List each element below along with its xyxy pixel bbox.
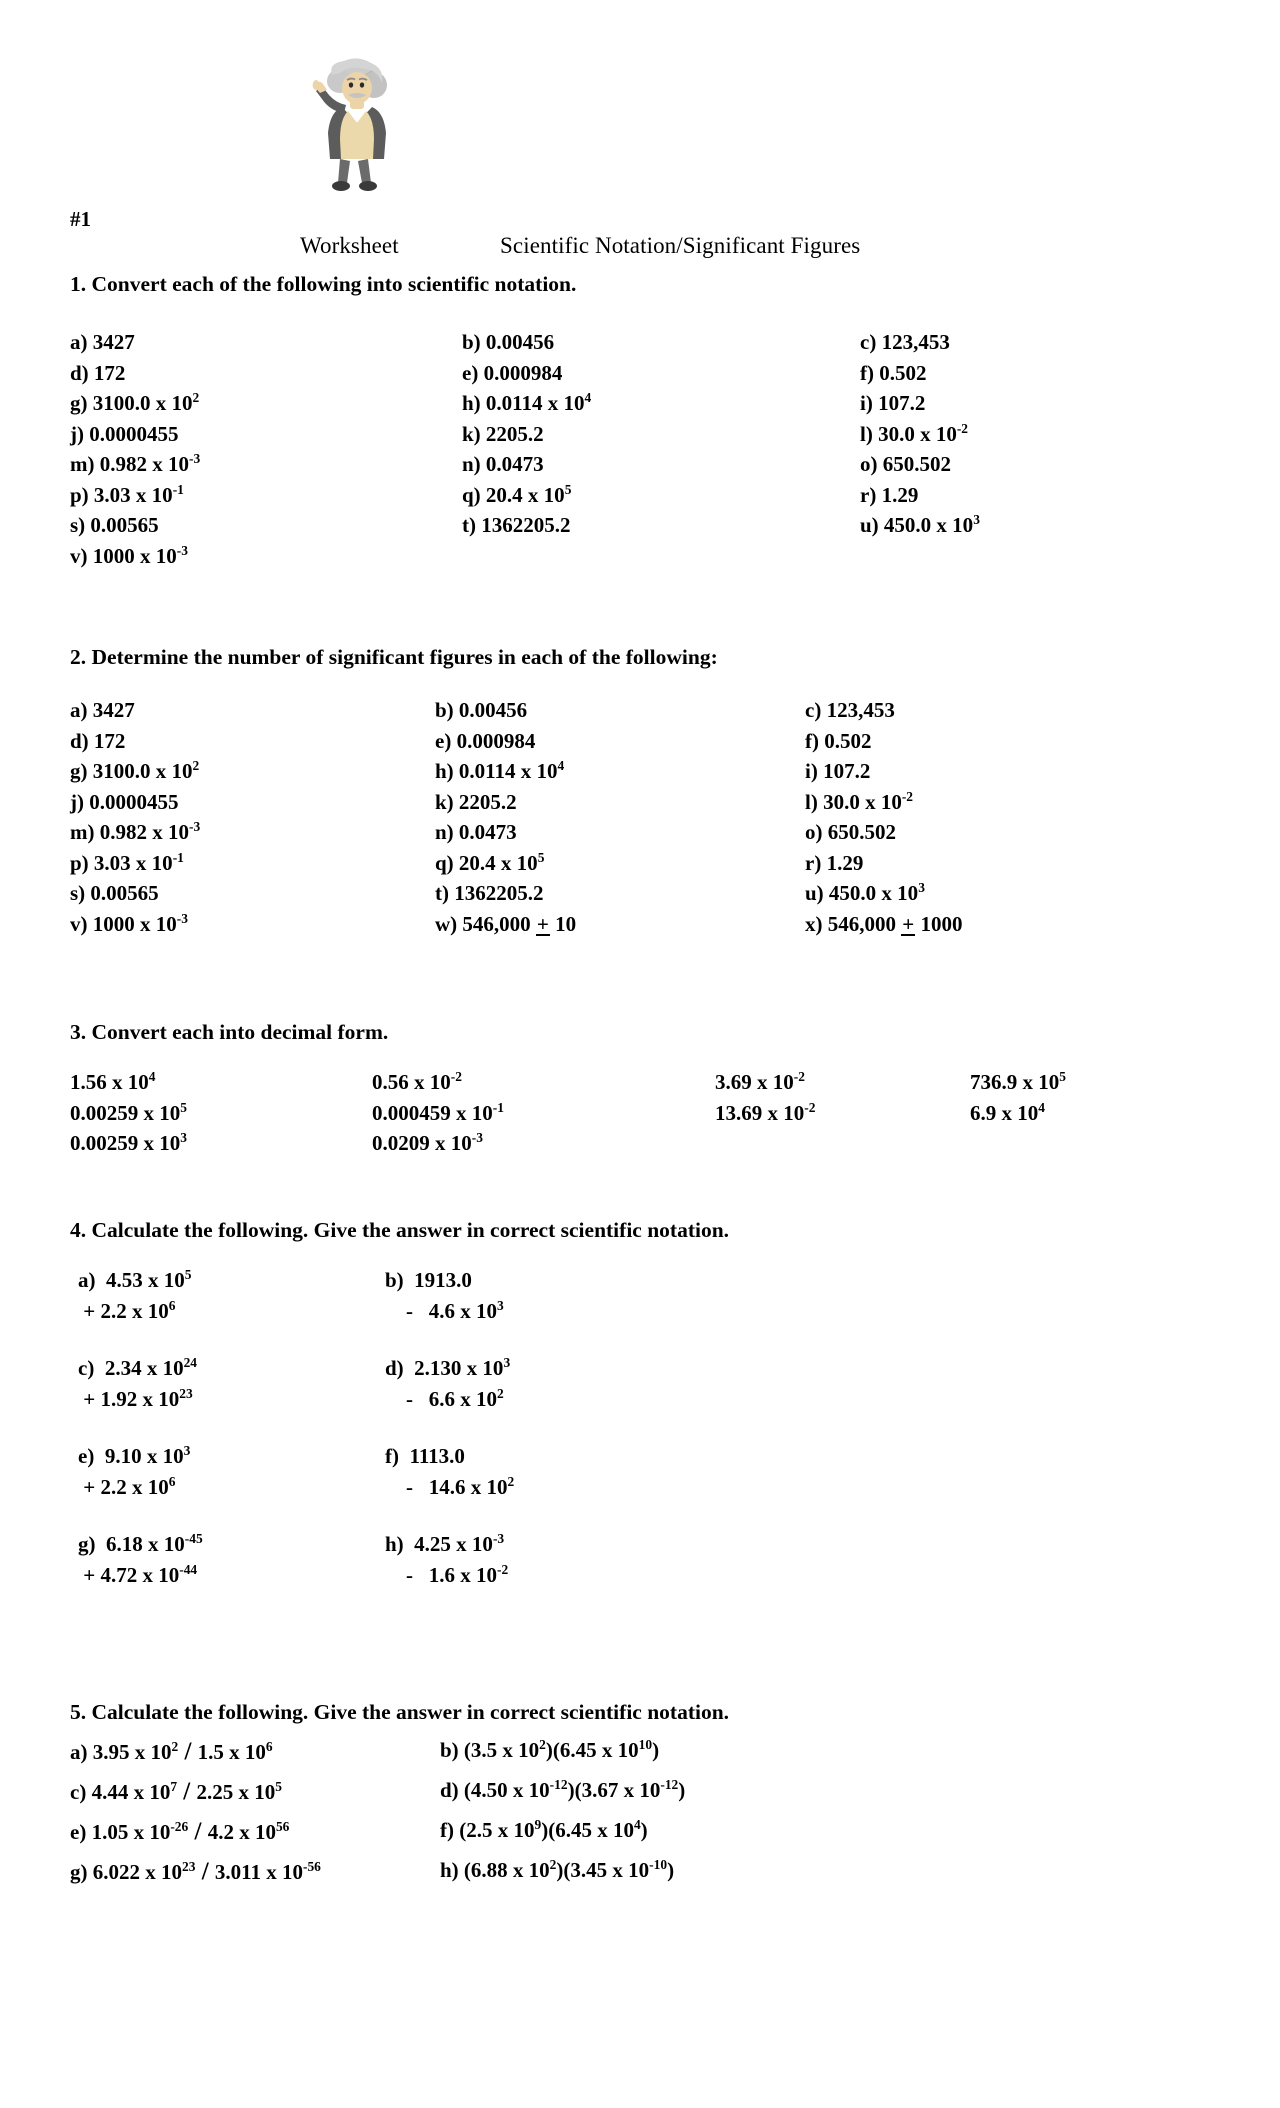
section-2-item: b) 0.00456	[435, 698, 528, 722]
section-1-item: e) 0.000984	[462, 360, 563, 385]
section-3-item: 0.56 x $10^{-2}$	[372, 1069, 462, 1094]
problem-label-and-operand-1: e) 9.10 x $10^3$	[78, 1443, 191, 1468]
section-2-item: k) 2205.2	[435, 789, 517, 814]
section-5-item: f) (2.5 x $10^9)(6.45$ x $10^4$)	[440, 1817, 648, 1842]
document-number: #1	[70, 207, 91, 231]
section-3-items	[70, 1070, 1250, 1162]
section-2-item: w) 546,000 + 10	[435, 911, 577, 936]
section-2-item: d) 172	[70, 728, 126, 753]
section-3-item: 13.69 x $10^{-2}$	[715, 1099, 816, 1125]
problem-label-and-operand-1: h) 4.25 x $10^{-3}$	[385, 1531, 505, 1556]
calculation-problem	[78, 1356, 408, 1412]
section-3-item: 3.69 x $10^{-2}$	[715, 1069, 805, 1094]
problem-operator-and-operand-2: + 2.2 x $10^6$	[78, 1474, 176, 1499]
problem-operator-and-operand-2: + 1.92 x $10^{23}$	[78, 1386, 193, 1411]
section-2-item: c) 123,453	[805, 698, 895, 722]
problem-label-and-operand-1: g) 6.18 x $10^{-45}$	[78, 1531, 203, 1556]
section-1-row	[70, 452, 1220, 483]
section-2-item: m) 0.982 x $10^{-3}$	[70, 819, 201, 844]
calculation-problem	[385, 1444, 785, 1500]
section-5-item: c) 4.44 x $10^7 / 2.25$ x $10^5$	[70, 1778, 282, 1805]
section-1-item: a) 3427	[70, 330, 135, 354]
section-1-row	[70, 361, 1220, 392]
section-3-row	[70, 1070, 1250, 1101]
section-2-items	[70, 698, 1220, 942]
calculation-pair	[70, 1444, 1070, 1532]
problem-operator-and-operand-2: + 2.2 x $10^6$	[78, 1298, 176, 1323]
section-1-item: k) 2205.2	[462, 421, 544, 446]
page-title: Scientific Notation/Significant Figures	[500, 233, 861, 258]
header-title-line	[300, 233, 1200, 259]
section-2-item: x) 546,000 + 1000	[805, 911, 963, 936]
calculation-pair	[70, 1356, 1070, 1444]
section-1-item: b) 0.00456	[462, 330, 555, 354]
calculation-pair	[70, 1268, 1070, 1356]
section-1-row	[70, 513, 1220, 544]
worksheet-label: Worksheet	[300, 233, 399, 258]
section-3-row	[70, 1131, 1250, 1162]
section-1-item: s) 0.00565	[70, 513, 159, 537]
calculation-problem	[385, 1268, 785, 1324]
section-3-item: 736.9 x $10^5$	[970, 1069, 1066, 1094]
section-1-row	[70, 422, 1220, 453]
section-1-item: j) 0.0000455	[70, 421, 179, 446]
section-5-item: b) (3.5 x $10^2)(6.45$ x $10^{10}$)	[440, 1737, 660, 1762]
section-2-row	[70, 851, 1220, 882]
problem-operator-and-operand-2: - 4.6 x $10^3$	[385, 1298, 504, 1323]
calculation-problem	[385, 1532, 785, 1588]
section-2-row	[70, 881, 1220, 912]
section-3-item: 1.56 x $10^4$	[70, 1069, 156, 1094]
calculation-problem	[78, 1444, 408, 1500]
section-2-item: v) 1000 x $10^{-3}$	[70, 910, 188, 936]
problem-operator-and-operand-2: - 6.6 x $10^2$	[385, 1386, 504, 1411]
section-2-item: i) 107.2	[805, 759, 871, 783]
calculation-pair	[70, 1532, 1070, 1620]
section-5-heading: 5. Calculate the following. Give the answer in correct scientific notation.	[70, 1700, 730, 1724]
worksheet-header	[0, 55, 1280, 258]
section-2-item: h) 0.0114 x $10^4$	[435, 758, 565, 783]
section-3-item: 0.00259 x $10^3$	[70, 1130, 187, 1155]
section-1-item: t) 1362205.2	[462, 513, 571, 537]
section-3-item: 6.9 x $10^4$	[970, 1099, 1045, 1125]
problem-label-and-operand-1: b) 1913.0	[385, 1268, 472, 1292]
section-1-item: u) 450.0 x $10^3$	[860, 512, 980, 537]
calculation-problem	[78, 1532, 408, 1588]
section-4-problems	[70, 1268, 1070, 1620]
section-2-item: s) 0.00565	[70, 881, 159, 905]
section-3-item: 0.00259 x $10^5$	[70, 1099, 187, 1125]
section-5-item: h) (6.88 x $10^2)(3.45$ x $10^{-10}$)	[440, 1857, 675, 1882]
section-1-item: c) 123,453	[860, 330, 950, 354]
section-3-heading: 3. Convert each into decimal form.	[70, 1020, 389, 1044]
section-2-item: u) 450.0 x $10^3$	[805, 880, 925, 905]
problem-label-and-operand-1: d) 2.130 x $10^3$	[385, 1355, 511, 1380]
problem-label-and-operand-1: f) 1113.0	[385, 1444, 465, 1468]
section-1-item: m) 0.982 x $10^{-3}$	[70, 451, 201, 476]
section-3-row	[70, 1101, 1250, 1132]
section-1-item: q) 20.4 x $10^5$	[462, 481, 572, 507]
section-1-item: r) 1.29	[860, 482, 919, 507]
calculation-problem	[78, 1268, 408, 1324]
section-2-item: e) 0.000984	[435, 728, 536, 753]
section-2-heading: 2. Determine the number of significant figures in each of the following:	[70, 645, 718, 669]
section-2-item: g) 3100.0 x $10^2$	[70, 758, 200, 783]
section-1-row	[70, 391, 1220, 422]
einstein-cartoon-icon	[300, 55, 396, 195]
section-1-item: h) 0.0114 x $10^4$	[462, 390, 592, 415]
section-2-item: f) 0.502	[805, 728, 872, 753]
section-5-row	[70, 1738, 1170, 1778]
section-2-item: t) 1362205.2	[435, 881, 544, 905]
calculation-problem	[385, 1356, 785, 1412]
section-1-heading: 1. Convert each of the following into scientific notation.	[70, 272, 577, 296]
section-1-item: i) 107.2	[860, 391, 926, 415]
section-5-item: e) 1.05 x $10^{-26} / 4.2$ x $10^{56}$	[70, 1818, 290, 1845]
section-1-item: d) 172	[70, 360, 126, 385]
section-1-item: o) 650.502	[860, 452, 951, 476]
section-1-row	[70, 544, 1220, 575]
section-2-item: a) 3427	[70, 698, 135, 722]
problem-operator-and-operand-2: + 4.72 x $10^{-44}$	[78, 1562, 198, 1587]
section-2-row	[70, 698, 1220, 729]
section-2-item: q) 20.4 x $10^5$	[435, 849, 545, 875]
section-1-item: l) 30.0 x $10^{-2}$	[860, 420, 969, 446]
section-1-row	[70, 330, 1220, 361]
section-3-item: 0.0209 x $10^{-3}$	[372, 1130, 483, 1155]
section-1-items	[70, 330, 1220, 574]
section-2-item: l) 30.0 x $10^{-2}$	[805, 788, 914, 814]
section-5-row	[70, 1818, 1170, 1858]
section-5-item: g) 6.022 x $10^{23} / 3.011$ x $10^{-56}$	[70, 1858, 321, 1885]
problem-label-and-operand-1: c) 2.34 x $10^{24}$	[78, 1355, 198, 1380]
section-2-item: p) 3.03 x $10^{-1}$	[70, 849, 184, 875]
section-1-item: p) 3.03 x $10^{-1}$	[70, 481, 184, 507]
section-1-row	[70, 483, 1220, 514]
section-2-item: o) 650.502	[805, 820, 896, 844]
section-2-item: n) 0.0473	[435, 820, 517, 844]
section-2-item: j) 0.0000455	[70, 789, 179, 814]
section-2-row	[70, 790, 1220, 821]
problem-operator-and-operand-2: - 1.6 x $10^{-2}$	[385, 1562, 509, 1587]
section-4-heading: 4. Calculate the following. Give the answer in correct scientific notation.	[70, 1218, 730, 1242]
section-5-items	[70, 1738, 1170, 1898]
section-1-item: v) 1000 x $10^{-3}$	[70, 542, 188, 568]
section-1-item: n) 0.0473	[462, 452, 544, 476]
section-1-item: f) 0.502	[860, 360, 927, 385]
section-2-row	[70, 912, 1220, 943]
problem-operator-and-operand-2: - 14.6 x $10^2$	[385, 1474, 515, 1499]
section-3-item: 0.000459 x $10^{-1}$	[372, 1099, 504, 1125]
section-1-item: g) 3100.0 x $10^2$	[70, 390, 200, 415]
section-2-row	[70, 759, 1220, 790]
section-2-row	[70, 729, 1220, 760]
section-5-row	[70, 1858, 1170, 1898]
section-2-row	[70, 820, 1220, 851]
section-5-row	[70, 1778, 1170, 1818]
section-5-item: a) 3.95 x $10^2 / 1.5$ x $10^6$	[70, 1738, 273, 1765]
section-2-item: r) 1.29	[805, 850, 864, 875]
section-5-item: d) (4.50 x $10^{-12})(3.67$ x $10^{-12}$)	[440, 1777, 686, 1802]
problem-label-and-operand-1: a) 4.53 x $10^5$	[78, 1267, 192, 1292]
